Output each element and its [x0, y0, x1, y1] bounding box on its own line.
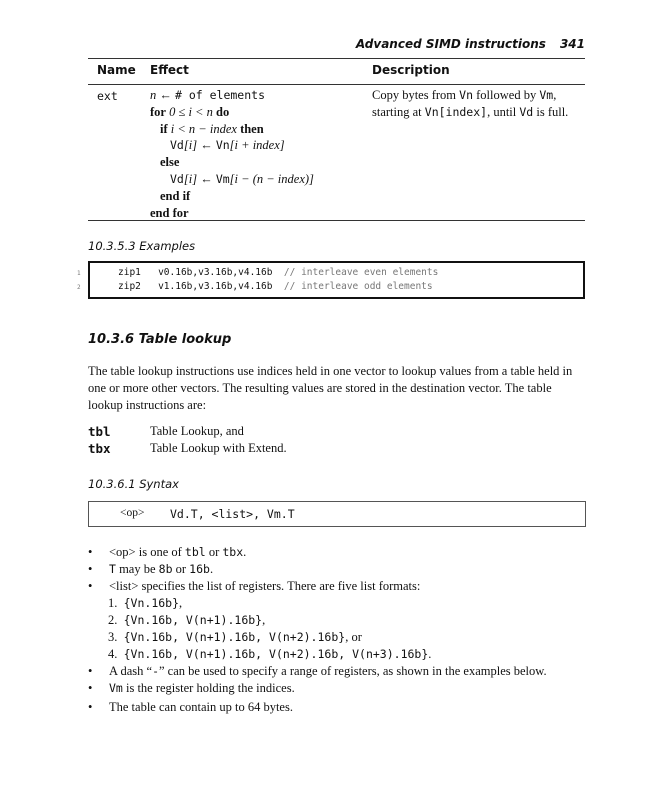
list-formats — [88, 596, 568, 666]
example-code-block — [88, 261, 585, 299]
description-line-1: Copy bytes from Vn followed by Vm, — [372, 88, 557, 102]
bullet-list: • <op> is one of tbl or tbx. • T may be 8b or 16b. • <list> specifies the list of registers. There are five list formats: 1. {Vn.16b}, 2. {Vn.16b, V(n+1).16b}, 3. {Vn.16b, V(n+1).16b, V(n+2).16b}, or 4. {Vn.16b, V(n+1).16b, V(n+2).16b, V(n+3).16b}. • A dash “-” can be used to specify a range of registers, as shown in the examples below. • Vm is the register holding the indices. • The table can contain up to 64 bytes. — [88, 545, 588, 720]
col-header-name: Name — [97, 63, 136, 77]
effect-line-2: for 0 ≤ i < n do — [150, 104, 230, 119]
code-line-number: 1 — [77, 270, 81, 277]
col-header-description: Description — [372, 63, 450, 77]
syntax-box — [88, 501, 586, 527]
effect-line-6: Vd[i] ← Vm[i − (n − index)] — [170, 171, 314, 186]
effect-line-5: else — [160, 155, 180, 170]
def-desc: Table Lookup, and — [150, 424, 244, 438]
def-term: tbl — [88, 424, 111, 439]
section-heading: 10.3.6 Table lookup — [88, 332, 232, 347]
page-number: 341 — [559, 37, 585, 51]
table-header-rule — [88, 84, 585, 85]
header-title: Advanced SIMD instructions — [355, 37, 546, 51]
list-format-item: 4. {Vn.16b, V(n+1).16b, V(n+2).16b, V(n+3).16b}. — [108, 647, 432, 661]
table-top-rule — [88, 58, 585, 59]
code-line: zip1 v0.16b,v3.16b,v4.16b // interleave even elements — [118, 267, 439, 278]
effect-line-7: end if — [160, 188, 191, 203]
section-paragraph: The table lookup instructions use indices held in one vector to lookup values from a table held in one or more other vectors. The resulting values are stored in the destination vector. The table lookup instructions are: — [88, 364, 573, 412]
syntax-heading: 10.3.6.1 Syntax — [88, 477, 179, 491]
description-line-2: starting at Vn[index], until Vd is full. — [372, 104, 569, 119]
def-desc: Table Lookup with Extend. — [150, 441, 287, 455]
running-header — [356, 37, 585, 51]
list-format-item: 1. {Vn.16b}, — [108, 596, 183, 610]
effect-line-1: n ← # of elements — [150, 88, 266, 102]
examples-heading: 10.3.5.3 Examples — [88, 239, 196, 253]
effect-line-3: if i < n − index then — [160, 121, 264, 136]
table-bottom-rule — [88, 220, 585, 221]
def-term: tbx — [88, 441, 111, 456]
code-line: zip2 v1.16b,v3.16b,v4.16b // interleave odd elements — [118, 281, 433, 292]
code-line-number: 2 — [77, 284, 81, 291]
effect-pseudocode — [150, 87, 314, 221]
syntax-op: <op> — [120, 507, 145, 519]
effect-line-4: Vd[i] ← Vn[i + index] — [170, 138, 285, 153]
list-format-item: 2. {Vn.16b, V(n+1).16b}, — [108, 613, 266, 627]
instruction-name: ext — [97, 89, 118, 103]
instruction-description — [372, 87, 568, 121]
effect-line-8: end for — [150, 205, 189, 220]
col-header-effect: Effect — [150, 63, 189, 77]
list-format-item: 3. {Vn.16b, V(n+1).16b, V(n+2).16b}, or — [108, 630, 362, 644]
syntax-operands: Vd.T, <list>, Vm.T — [170, 507, 295, 521]
